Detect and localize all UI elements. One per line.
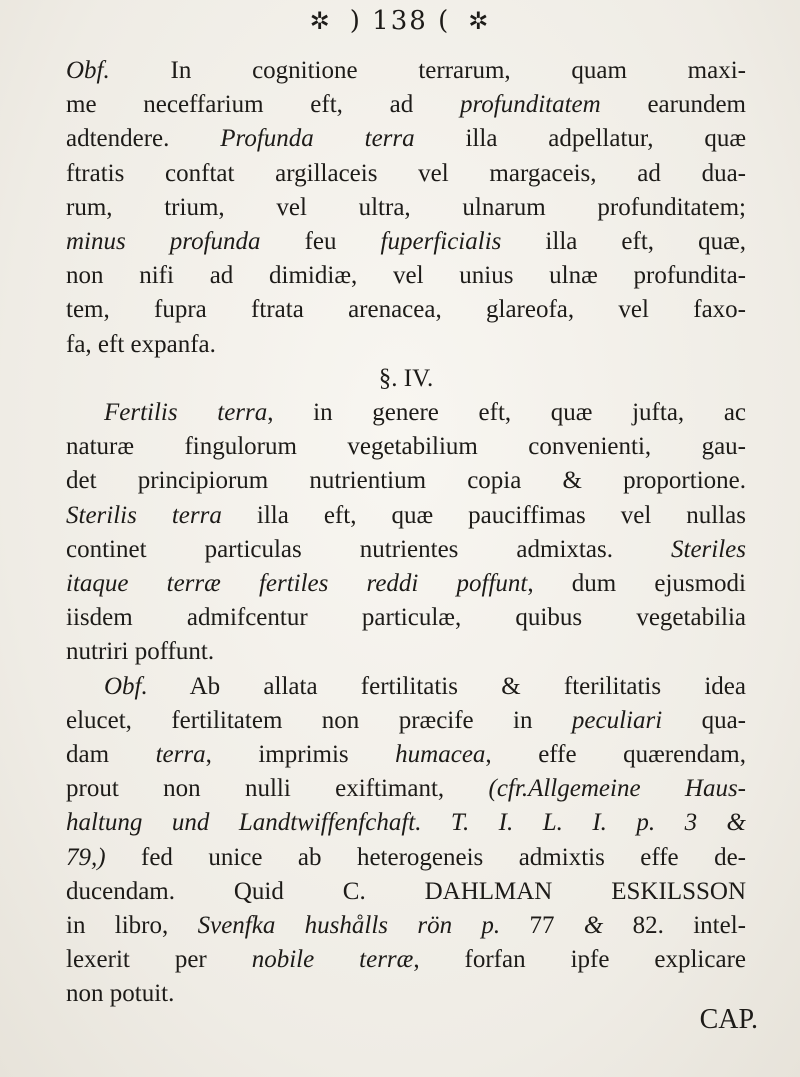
text-line: det principiorum nutrientium copia & proportione.: [66, 467, 746, 495]
text-line: naturæ fingulorum vegetabilium convenienti, gau-: [66, 433, 746, 461]
text-line: lexerit per nobile terræ, forfan ipfe explicare: [66, 946, 746, 974]
ornament-star-icon: ✲: [309, 7, 332, 35]
text-line: haltung und Landtwiffenfchaft. T. I. L. I. p. 3 &: [66, 809, 746, 837]
section-heading: §. IV.: [378, 364, 434, 392]
text-line: tem, fupra ftrata arenacea, glareofa, vel faxo-: [66, 296, 746, 324]
text-line: Fertilis terra, in genere eft, quæ jufta, ac: [104, 399, 747, 427]
text-line: in libro, Svenfka hushålls rön p. 77 & 82. intel-: [66, 912, 746, 940]
catchword: CAP.: [699, 1004, 758, 1035]
text-line: ftratis conftat argillaceis vel margaceis, ad dua-: [66, 159, 746, 187]
text-line: me neceffarium eft, ad profunditatem earundem: [66, 91, 747, 119]
text-line: nutriri poffunt.: [66, 638, 215, 666]
text-line: itaque terræ fertiles reddi poffunt, dum ejusmodi: [66, 570, 747, 598]
text-line: Obf. In cognitione terrarum, quam maxi-: [66, 57, 746, 84]
text-line: iisdem admifcentur particulæ, quibus vegetabilia: [66, 604, 746, 632]
body-text: [66, 54, 746, 1012]
text-line: elucet, fertilitatem non præcife in peculiari qua-: [66, 706, 746, 734]
text-line: non potuit.: [66, 980, 175, 1008]
text-line: Sterilis terra illa eft, quæ pauciffimas vel nullas: [66, 501, 746, 529]
page-number: ) 138 (: [349, 6, 451, 36]
text-line: dam terra, imprimis humacea, effe quærendam,: [66, 741, 747, 769]
text-line: non nifi ad dimidiæ, vel unius ulnæ profundita-: [66, 262, 746, 290]
text-line: minus profunda feu fuperficialis illa eft, quæ,: [66, 228, 746, 256]
text-line: rum, trium, vel ultra, ulnarum profunditatem;: [66, 193, 746, 221]
text-line: ducendam. Quid C. DAHLMAN ESKILSSON: [66, 877, 746, 905]
text-line: adtendere. Profunda terra illa adpellatur, quæ: [66, 125, 746, 153]
ornament-star-icon: ✲: [468, 7, 491, 35]
text-line: 79,) fed unice ab heterogeneis admixtis effe de-: [66, 843, 746, 871]
text-line: prout non nulli exiftimant, (cfr.Allgemeine Haus-: [66, 775, 747, 803]
text-line: fa, eft expanfa.: [66, 330, 216, 358]
page-header: [0, 6, 800, 36]
text-line: Obf. Ab allata fertilitatis & fterilitatis idea: [104, 672, 746, 700]
text-line: continet particulas nutrientes admixtas. Steriles: [66, 535, 746, 563]
